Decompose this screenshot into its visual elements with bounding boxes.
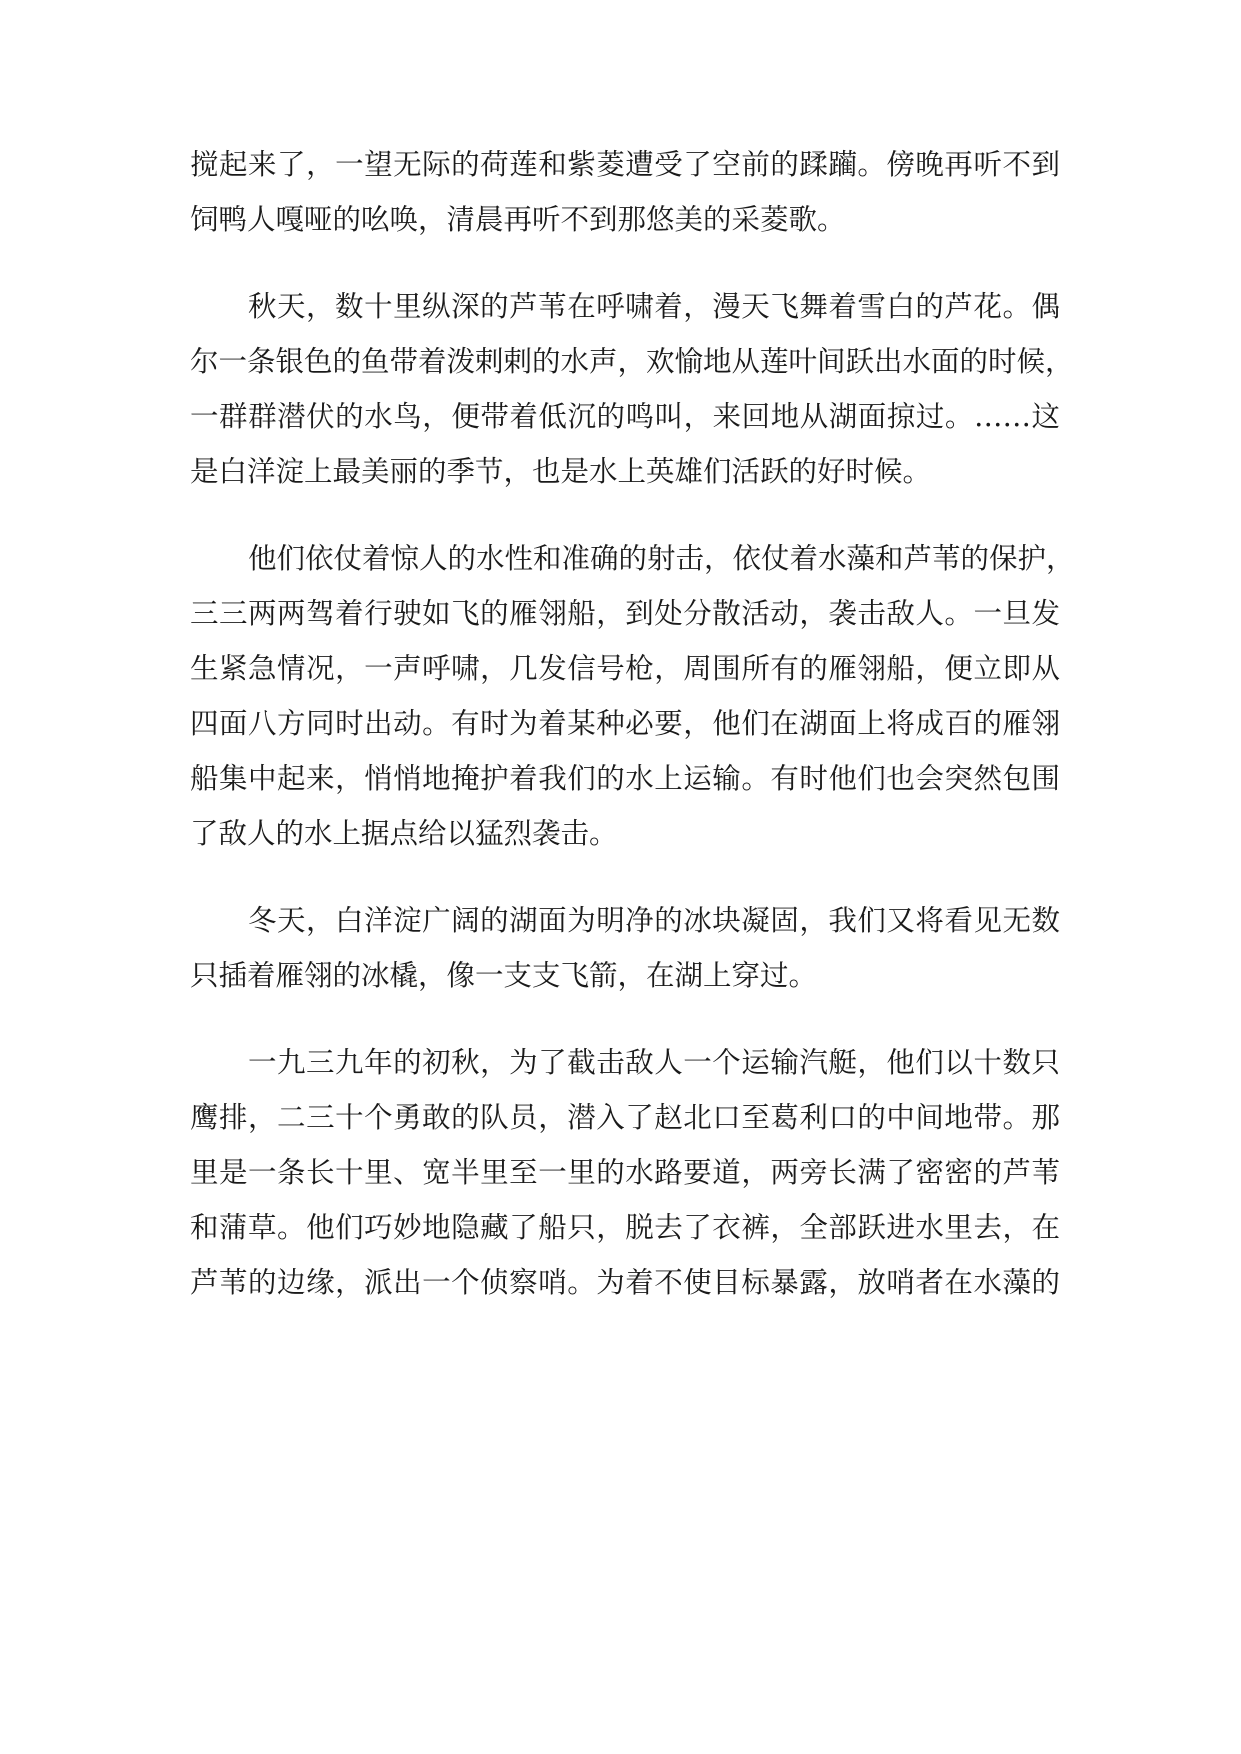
paragraph-5-line-4: 和蒲草。他们巧妙地隐藏了船只，脱去了衣裤，全部跃进水里去，在 bbox=[190, 1211, 1060, 1244]
paragraph-3-line-1: 他们依仗着惊人的水性和准确的射击，依仗着水藻和芦苇的保护， bbox=[248, 542, 1075, 575]
paragraph-5-line-2: 鹰排，二三十个勇敢的队员，潜入了赵北口至葛利口的中间地带。那 bbox=[190, 1101, 1060, 1134]
paragraph-2-line-2: 尔一条银色的鱼带着泼剌剌的水声，欢愉地从莲叶间跃出水面的时候， bbox=[190, 345, 1074, 378]
paragraph-1-line-1: 搅起来了，一望无际的荷莲和紫菱遭受了空前的蹂躏。傍晚再听不到 bbox=[190, 148, 1060, 181]
paragraph-3-line-4: 四面八方同时出动。有时为着某种必要，他们在湖面上将成百的雁翎 bbox=[190, 707, 1060, 740]
paragraph-3-line-6: 了敌人的水上据点给以猛烈袭击。 bbox=[190, 817, 618, 850]
paragraph-2-line-1: 秋天，数十里纵深的芦苇在呼啸着，漫天飞舞着雪白的芦花。偶 bbox=[248, 290, 1060, 323]
paragraph-2-line-4: 是白洋淀上最美丽的季节，也是水上英雄们活跃的好时候。 bbox=[190, 455, 932, 488]
paragraph-3-line-2: 三三两两驾着行驶如飞的雁翎船，到处分散活动，袭击敌人。一旦发 bbox=[190, 597, 1060, 630]
paragraph-5-line-5: 芦苇的边缘，派出一个侦察哨。为着不使目标暴露，放哨者在水藻的 bbox=[190, 1266, 1060, 1299]
paragraph-2-line-3: 一群群潜伏的水鸟，便带着低沉的鸣叫，来回地从湖面掠过。……这 bbox=[190, 400, 1060, 433]
paragraph-4-line-1: 冬天，白洋淀广阔的湖面为明净的冰块凝固，我们又将看见无数 bbox=[248, 904, 1060, 937]
paragraph-1-line-2: 饲鸭人嘎哑的吆唤，清晨再听不到那悠美的采菱歌。 bbox=[190, 203, 846, 236]
paragraph-4-line-2: 只插着雁翎的冰橇，像一支支飞箭，在湖上穿过。 bbox=[190, 959, 818, 992]
paragraph-3-line-5: 船集中起来，悄悄地掩护着我们的水上运输。有时他们也会突然包围 bbox=[190, 762, 1060, 795]
paragraph-5-line-3: 里是一条长十里、宽半里至一里的水路要道，两旁长满了密密的芦苇 bbox=[190, 1156, 1060, 1189]
paragraph-5-line-1: 一九三九年的初秋，为了截击敌人一个运输汽艇，他们以十数只 bbox=[248, 1046, 1060, 1079]
paragraph-3-line-3: 生紧急情况，一声呼啸，几发信号枪，周围所有的雁翎船，便立即从 bbox=[190, 652, 1060, 685]
